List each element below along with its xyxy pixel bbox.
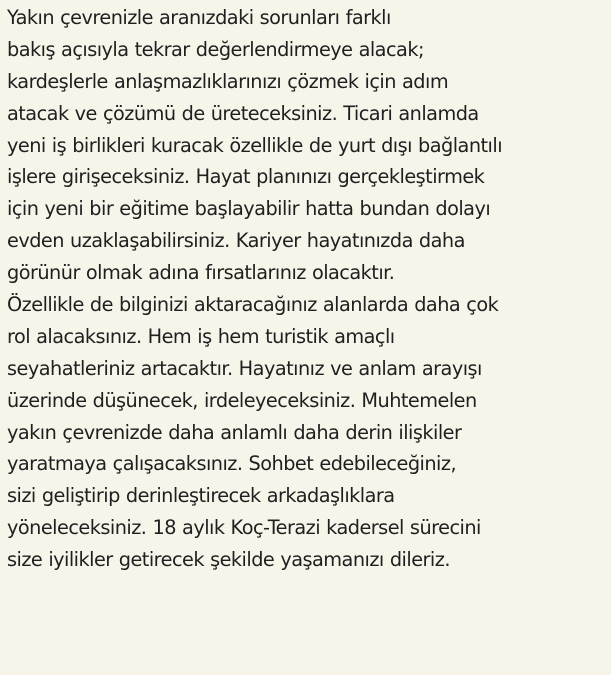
article-body	[7, 0, 605, 576]
article-line: yeni iş birlikleri kuracak özellikle de yurt dışı bağlantılı	[7, 133, 503, 157]
article-line: yöneleceksiniz. 18 aylık Koç-Terazi kadersel sürecini	[7, 516, 481, 540]
article-line: Özellikle de bilginizi aktaracağınız alanlarda daha çok	[7, 293, 499, 317]
article-line: bakış açısıyla tekrar değerlendirmeye alacak;	[7, 37, 424, 61]
article-line: atacak ve çözümü de üreteceksiniz. Ticari anlamda	[7, 101, 479, 125]
article-line: size iyilikler getirecek şekilde yaşamanızı dileriz.	[7, 548, 450, 572]
article-line: seyahatleriniz artacaktır. Hayatınız ve anlam arayışı	[7, 356, 482, 380]
article-line: kardeşlerle anlaşmazlıklarınızı çözmek için adım	[7, 69, 449, 93]
article-line: rol alacaksınız. Hem iş hem turistik amaçlı	[7, 324, 395, 348]
article-line: Yakın çevrenizle aranızdaki sorunları farklı	[7, 6, 391, 29]
article-line: görünür olmak adına fırsatlarınız olacaktır.	[7, 261, 395, 285]
article-line: yaratmaya çalışacaksınız. Sohbet edebileceğiniz,	[7, 452, 457, 476]
article-line: için yeni bir eğitime başlayabilir hatta bundan dolayı	[7, 197, 491, 221]
article-line: üzerinde düşünecek, irdeleyeceksiniz. Muhtemelen	[7, 388, 477, 412]
article-line: sizi geliştirip derinleştirecek arkadaşlıklara	[7, 484, 395, 508]
article-line: işlere girişeceksiniz. Hayat planınızı gerçekleştirmek	[7, 165, 485, 189]
article-line: evden uzaklaşabilirsiniz. Kariyer hayatınızda daha	[7, 229, 465, 253]
article-line: yakın çevrenizde daha anlamlı daha derin ilişkiler	[7, 420, 462, 444]
